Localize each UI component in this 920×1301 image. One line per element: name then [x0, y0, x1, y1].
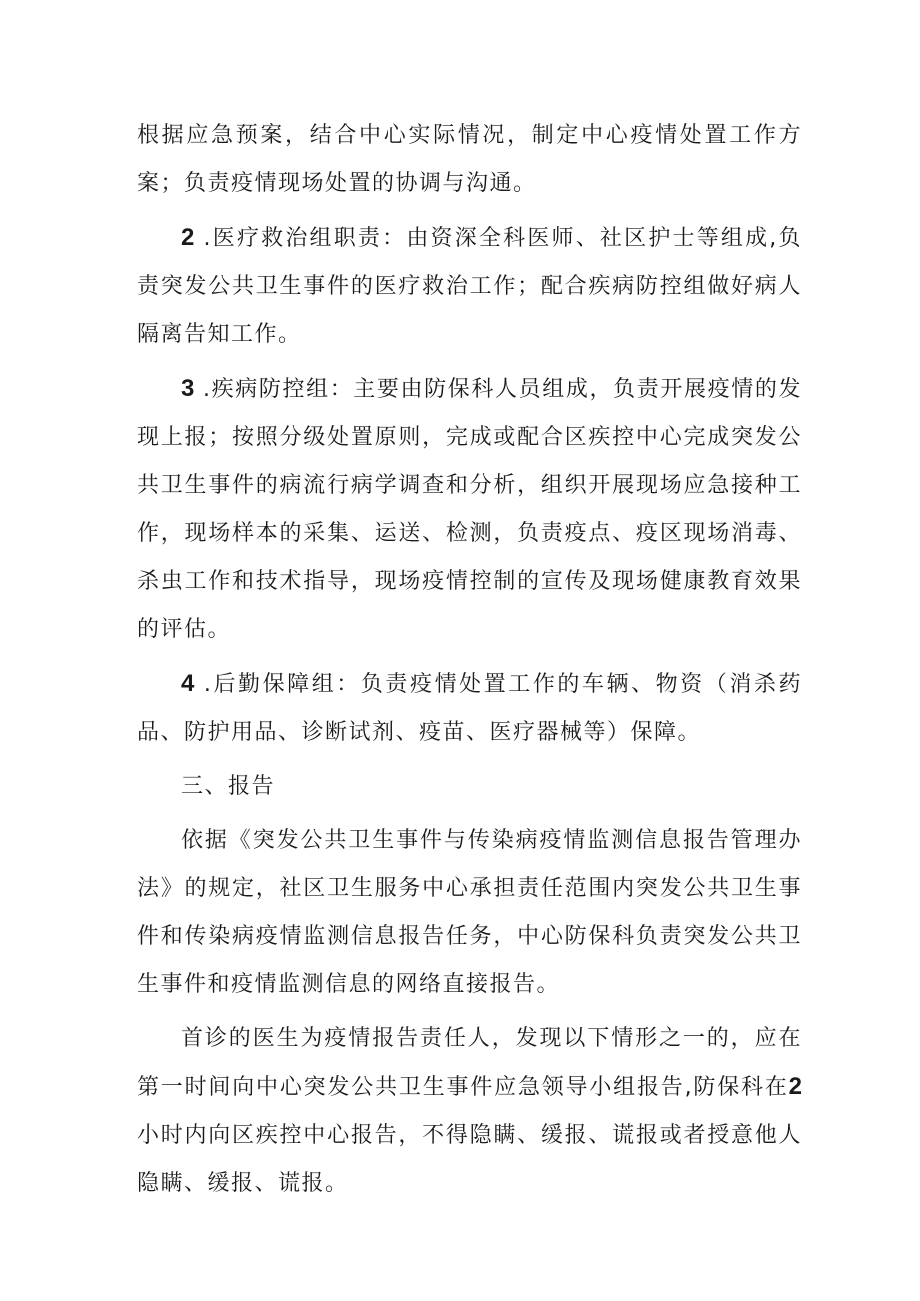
paragraph-medical-treatment-group [137, 214, 802, 359]
document-body [137, 112, 802, 1208]
paragraph-1: 根据应急预案，结合中心实际情况，制定中心疫情处置工作方案；负责疫情现场处置的协调与沟通。 [137, 123, 802, 196]
paragraph-text: .疾病防控组：主要由防保科人员组成，负责开展疫情的发现上报；按照分级处置原则，完成或配合区疾控中心完成突发公共卫生事件的病流行病学调查和分析，组织开展现场应急接种工作，现场样本的采集、运送、检测，负责疫点、疫区现场消毒、杀虫工作和技术指导，现场疫情控制的宣传及现场健康教育效果的评估。 [137, 377, 802, 642]
paragraph-text: 小时内向区疾控中心报告，不得隐瞒、缓报、谎报或者授意他人隐瞒、缓报、谎报。 [137, 1123, 802, 1196]
paragraph-text: .后勤保障组：负责疫情处置工作的车辆、物资（消杀药品、防护用品、诊断试剂、疫苗、医疗器械等）保障。 [137, 672, 802, 745]
item-number: 3 [181, 375, 195, 402]
paragraph-text: .医疗救治组职责：由资深全科医师、社区护士等组成,负责突发公共卫生事件的医疗救治工作；配合疾病防控组做好病人隔离告知工作。 [137, 226, 802, 347]
hours-number: 2 [788, 1073, 802, 1100]
section-heading: 三、报告 [181, 774, 276, 799]
item-number: 4 [181, 670, 195, 697]
paragraph-first-doctor-duty [137, 1015, 802, 1208]
item-number: 2 [181, 224, 195, 251]
paragraph-reporting-rules: 依据《突发公共卫生事件与传染病疫情监测信息报告管理办法》的规定，社区卫生服务中心承担责任范围内突发公共卫生事件和传染病疫情监测信息报告任务，中心防保科负责突发公共卫生事件和疫情监测信息的网络直接报告。 [137, 828, 802, 997]
paragraph-disease-control-group [137, 365, 802, 654]
paragraph-text: 首诊的医生为疫情报告责任人，发现以下情形之一的，应在第一时间向中心突发公共卫生事件应急领导小组报告,防保科在 [137, 1026, 802, 1100]
paragraph-logistics-group [137, 660, 802, 757]
